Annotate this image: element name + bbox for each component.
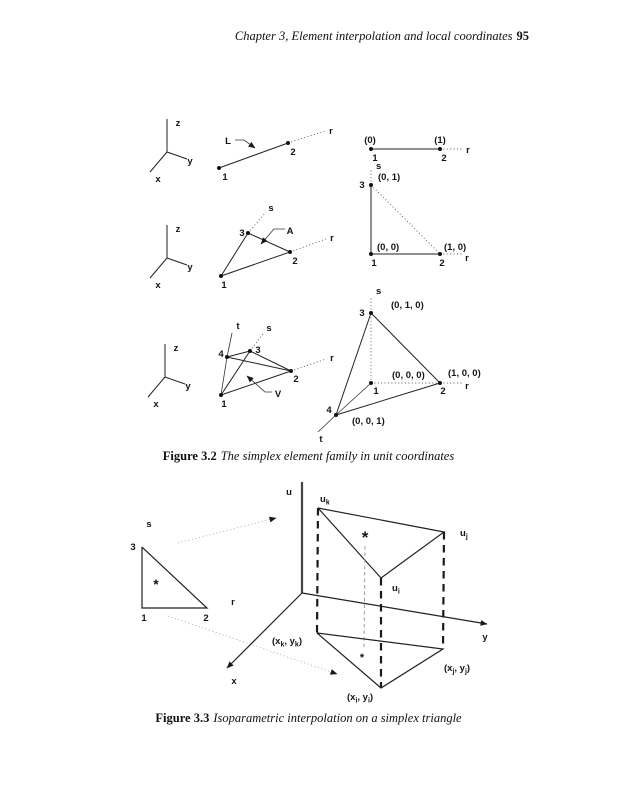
surface-star: * bbox=[361, 528, 369, 547]
paren-close: ) bbox=[298, 636, 302, 647]
node-dot-2 bbox=[286, 141, 290, 145]
line-element-diagram bbox=[217, 126, 333, 183]
element-label: A bbox=[286, 226, 294, 237]
page-number: 95 bbox=[516, 29, 529, 43]
node-dot-1 bbox=[219, 393, 223, 397]
t-axis-line bbox=[318, 415, 336, 432]
u-i-sub: i bbox=[397, 588, 400, 596]
y-axis-label: y bbox=[187, 262, 193, 273]
x-axis-label: x bbox=[231, 676, 237, 687]
node-dot-1 bbox=[217, 166, 221, 170]
node-label-3: 3 bbox=[359, 308, 365, 319]
s-axis-label: s bbox=[376, 161, 382, 172]
coord-label-010: (0, 1, 0) bbox=[391, 300, 424, 311]
triangle-element-diagram bbox=[219, 203, 334, 291]
t-axis-line bbox=[227, 333, 232, 357]
x-axis-label: x bbox=[153, 399, 159, 410]
r-axis-label: r bbox=[330, 353, 334, 364]
s-axis-dotted bbox=[248, 212, 266, 233]
figure-3-3-text: Isoparametric interpolation on a simplex triangle bbox=[213, 711, 462, 725]
node-dot-1 bbox=[369, 252, 373, 256]
r-axis-label: r bbox=[330, 233, 334, 244]
y-axis-line bbox=[302, 593, 487, 624]
coord-label-1: (1) bbox=[434, 135, 446, 146]
node-dot-4 bbox=[225, 355, 229, 359]
edge-4-2 bbox=[336, 383, 440, 415]
edge-3-4 bbox=[336, 313, 371, 415]
base-star: * bbox=[359, 652, 365, 664]
coordinate-triad-line bbox=[150, 118, 193, 185]
node-label-4: 4 bbox=[326, 405, 332, 416]
y-axis-label: y bbox=[187, 156, 193, 167]
element-edges bbox=[221, 233, 290, 276]
tetrahedron-element-diagram bbox=[218, 321, 334, 410]
node-label-2: 2 bbox=[203, 613, 209, 624]
node-label-2: 2 bbox=[439, 258, 445, 269]
yj-sub: j bbox=[464, 668, 467, 676]
s-axis-label: s bbox=[376, 286, 382, 297]
coord-label-10: (1, 0) bbox=[444, 242, 467, 253]
node-dot-1 bbox=[219, 274, 223, 278]
coord-label-01: (0, 1) bbox=[378, 172, 401, 183]
star-projection-dash bbox=[364, 546, 365, 648]
r-axis-dotted bbox=[288, 131, 325, 143]
figure-3-2-label: Figure 3.2 bbox=[162, 449, 217, 463]
coord-label-0: (0) bbox=[364, 135, 376, 146]
x-axis-line bbox=[227, 593, 302, 668]
node-dot-2 bbox=[438, 381, 442, 385]
coordinate-triad-tetra bbox=[148, 343, 191, 410]
yk-sub: k bbox=[294, 641, 299, 649]
xk-sub: k bbox=[280, 641, 285, 649]
y-axis-label: y bbox=[185, 381, 191, 392]
node-label-2: 2 bbox=[293, 374, 299, 385]
node-label-2: 2 bbox=[292, 256, 298, 267]
leader-line bbox=[261, 229, 285, 244]
u-axis-label: u bbox=[286, 487, 292, 498]
unit-triangle-diagram bbox=[359, 161, 469, 269]
node-label-2: 2 bbox=[441, 153, 447, 164]
node-dot-3 bbox=[369, 183, 373, 187]
u-i-base: u bbox=[392, 583, 398, 594]
xi-yi-label bbox=[347, 692, 373, 705]
coordinate-triad-triangle bbox=[150, 224, 193, 291]
r-axis-label: r bbox=[329, 126, 333, 137]
s-axis-label: s bbox=[266, 323, 272, 334]
node-dot-3 bbox=[246, 231, 250, 235]
node-label-1: 1 bbox=[373, 386, 379, 397]
x-axis-label: x bbox=[155, 174, 161, 185]
xi-part: (x bbox=[347, 692, 356, 703]
node-label-3: 3 bbox=[130, 542, 136, 553]
node-label-4: 4 bbox=[218, 349, 224, 360]
coord-label-001: (0, 0, 1) bbox=[352, 416, 385, 427]
node-label-1: 1 bbox=[221, 399, 227, 410]
mapping-arrow-bottom bbox=[168, 616, 337, 674]
u-j-base: u bbox=[460, 528, 466, 539]
u-j-label bbox=[460, 528, 468, 541]
figure-3-2-caption bbox=[0, 449, 617, 464]
t-axis-label: t bbox=[236, 321, 240, 332]
node-label-3: 3 bbox=[239, 228, 245, 239]
y-axis-label: y bbox=[482, 632, 488, 643]
unit-line-diagram bbox=[364, 135, 470, 164]
node-label-1: 1 bbox=[371, 258, 377, 269]
leader-line bbox=[235, 140, 255, 148]
mapping-arrow-top bbox=[178, 518, 276, 543]
s-axis-label: s bbox=[146, 519, 152, 530]
isoparametric-3d-diagram bbox=[227, 482, 488, 705]
x-axis-line bbox=[148, 377, 165, 397]
yj-part: , y bbox=[454, 663, 465, 674]
r-axis-label: r bbox=[466, 145, 470, 156]
coord-label-00: (0, 0) bbox=[377, 242, 400, 253]
node-label-2: 2 bbox=[290, 147, 296, 158]
figure-3-3-label: Figure 3.3 bbox=[155, 711, 210, 725]
node-label-1: 1 bbox=[141, 613, 147, 624]
coord-label-100: (1, 0, 0) bbox=[448, 368, 481, 379]
rs-triangle-diagram bbox=[130, 518, 337, 674]
xj-sub: j bbox=[452, 668, 455, 676]
node-label-3: 3 bbox=[255, 345, 261, 356]
x-axis-line bbox=[150, 258, 167, 278]
xk-part: (x bbox=[272, 636, 281, 647]
z-axis-label: z bbox=[173, 343, 179, 354]
u-k-label bbox=[320, 494, 330, 507]
node-dot-3 bbox=[369, 311, 373, 315]
node-dot-3 bbox=[248, 349, 252, 353]
u-i-label bbox=[392, 583, 400, 596]
paren-close: ) bbox=[369, 692, 374, 703]
yi-part: , y bbox=[357, 692, 368, 703]
xi-sub: i bbox=[355, 697, 358, 705]
u-k-base: u bbox=[320, 494, 326, 505]
unit-tetrahedron-diagram bbox=[318, 286, 481, 445]
xj-yj-label bbox=[444, 663, 470, 676]
xk-yk-label bbox=[272, 636, 302, 649]
r-axis-dotted bbox=[290, 239, 326, 252]
figure-3-3-caption bbox=[0, 711, 617, 726]
projection-dash-j bbox=[443, 532, 444, 649]
figure-3-2-text: The simplex element family in unit coordinates bbox=[220, 449, 455, 463]
r-axis-label: r bbox=[465, 381, 469, 392]
node-dot-2 bbox=[438, 252, 442, 256]
x-axis-line bbox=[150, 152, 167, 172]
paren-close: ) bbox=[466, 663, 471, 674]
z-axis-label: z bbox=[175, 118, 181, 129]
r-axis-dotted bbox=[291, 359, 326, 371]
node-label-1: 1 bbox=[221, 280, 227, 291]
u-j-sub: j bbox=[465, 533, 468, 541]
coord-label-000: (0, 0, 0) bbox=[392, 370, 425, 381]
edge-1-4 bbox=[221, 357, 227, 395]
node-label-1: 1 bbox=[372, 153, 378, 164]
projection-dash-k bbox=[317, 508, 318, 633]
z-axis-label: z bbox=[175, 224, 181, 235]
x-axis-label: x bbox=[155, 280, 161, 291]
r-axis-label: r bbox=[231, 597, 235, 608]
u-k-sub: k bbox=[325, 499, 330, 507]
node-dot-1 bbox=[369, 381, 373, 385]
xj-part: (x bbox=[444, 663, 453, 674]
node-label-1: 1 bbox=[222, 172, 228, 183]
triangle-edges bbox=[142, 547, 207, 608]
node-dot-2 bbox=[288, 250, 292, 254]
yi-sub: i bbox=[367, 697, 370, 705]
node-dot-1 bbox=[369, 147, 373, 151]
t-axis-label: t bbox=[319, 434, 323, 445]
node-dot-2 bbox=[289, 369, 293, 373]
yk-part: , y bbox=[284, 636, 295, 647]
node-dot-2 bbox=[438, 147, 442, 151]
node-dot-4 bbox=[334, 413, 338, 417]
element-label: L bbox=[225, 136, 231, 147]
node-label-2: 2 bbox=[440, 386, 446, 397]
r-axis-label: r bbox=[465, 253, 469, 264]
chapter-title: Chapter 3, Element interpolation and local coordinates bbox=[234, 29, 513, 43]
sample-point-star: * bbox=[153, 576, 159, 592]
node-label-3: 3 bbox=[359, 180, 365, 191]
s-axis-label: s bbox=[268, 203, 274, 214]
element-label: V bbox=[274, 389, 282, 400]
u-surface-triangle bbox=[318, 508, 444, 578]
edge-4-2 bbox=[227, 357, 291, 371]
